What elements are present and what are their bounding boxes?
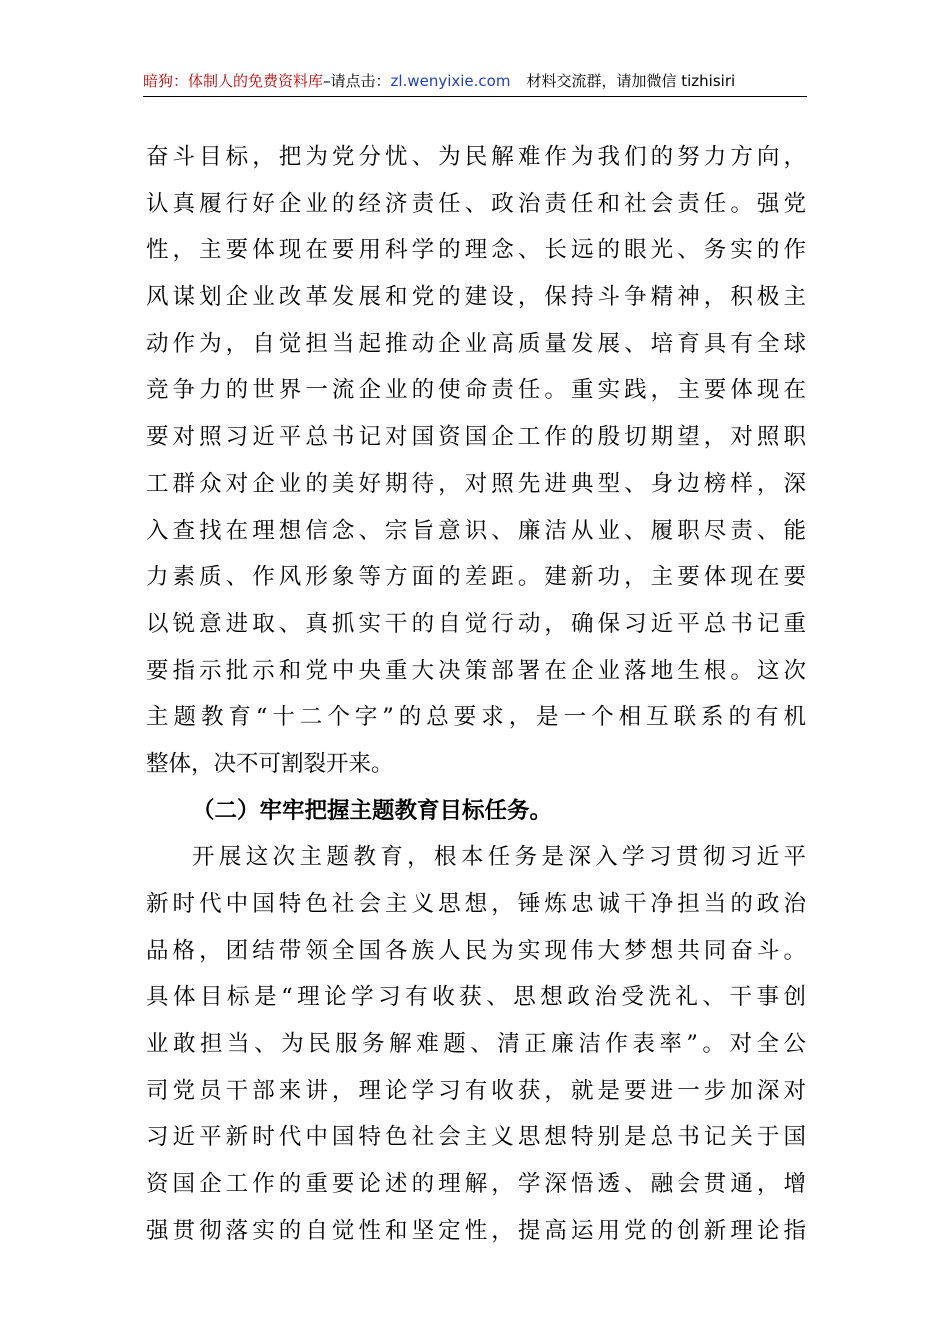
header-url-link[interactable]: zl.wenyixie.com	[390, 72, 511, 90]
header-brand: 暗狗：体制人的免费资料库	[143, 72, 324, 90]
text-line: 竞争力的世界一流企业的使命责任。重实践，主要体现在	[146, 377, 806, 404]
text-line: 习近平新时代中国特色社会主义思想特别是总书记关于国	[146, 1124, 806, 1151]
text-line: 开展这次主题教育，根本任务是深入学习贯彻习近平	[192, 844, 806, 871]
paragraph-1	[146, 134, 806, 788]
header-click-prefix: –请点击：	[323, 72, 391, 90]
text-line: 力素质、作风形象等方面的差距。建新功，主要体现在要	[146, 564, 806, 591]
text-line: 具体目标是“理论学习有收获、思想政治受洗礼、干事创	[146, 984, 806, 1011]
text-line: 性，主要体现在要用科学的理念、长远的眼光、务实的作	[146, 237, 806, 264]
text-line: 工群众对企业的美好期待，对照先进典型、身边榜样，深	[146, 470, 806, 497]
text-line: 认真履行好企业的经济责任、政治责任和社会责任。强党	[146, 190, 806, 217]
text-line: 风谋划企业改革发展和党的建设，保持斗争精神，积极主	[146, 284, 806, 311]
header-contact: 材料交流群，请加微信 tizhisiri	[526, 72, 736, 90]
text-line: 新时代中国特色社会主义思想，锤炼忠诚干净担当的政治	[146, 891, 806, 917]
text-line: 司党员干部来讲，理论学习有收获，就是要进一步加深对	[146, 1077, 806, 1104]
text-line: 整体，决不可割裂开来。	[146, 750, 394, 777]
text-line: 以锐意进取、真抓实干的自觉行动，确保习近平总书记重	[146, 610, 806, 637]
text-line: 奋斗目标，把为党分忧、为民解难作为我们的努力方向，	[146, 144, 806, 170]
text-line: 要指示批示和党中央重大决策部署在企业落地生根。这次	[146, 657, 806, 684]
text-line: 入查找在理想信念、宗旨意识、廉洁从业、履职尽责、能	[146, 517, 806, 544]
text-line: 品格，团结带领全国各族人民为实现伟大梦想共同奋斗。	[146, 937, 806, 964]
paragraph-2	[146, 834, 806, 1254]
text-line: 要对照习近平总书记对国资国企工作的殷切期望，对照职	[146, 424, 806, 451]
text-line: 主题教育“十二个字”的总要求，是一个相互联系的有机	[146, 704, 806, 731]
text-line: 资国企工作的重要论述的理解，学深悟透、融会贯通，增	[146, 1171, 806, 1198]
document-body	[146, 134, 806, 1255]
section-heading: （二）牢牢把握主题教育目标任务。	[192, 797, 553, 824]
text-line: 动作为，自觉担当起推动企业高质量发展、培育具有全球	[146, 330, 806, 357]
text-line: 业敢担当、为民服务解难题、清正廉洁作表率”。对全公	[146, 1031, 806, 1058]
text-line: 强贯彻落实的自觉性和坚定性，提高运用党的创新理论指	[146, 1217, 806, 1244]
page-header	[143, 66, 807, 97]
